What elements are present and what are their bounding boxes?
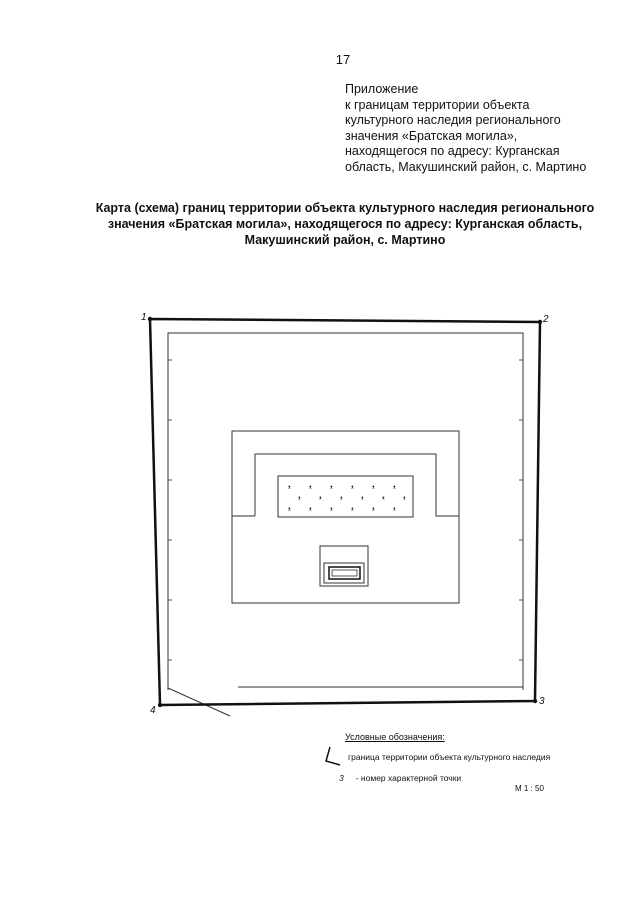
point-3-marker xyxy=(533,699,537,703)
diagonal-line xyxy=(168,688,230,716)
appendix-line: значения «Братская могила», xyxy=(345,128,518,143)
fence-line xyxy=(168,333,523,690)
title-line: значения «Братская могила», находящегося по адресу: Курганская область, xyxy=(107,217,583,231)
appendix-line: область, Макушинский район, с. Мартино xyxy=(345,159,587,174)
monument-plinth xyxy=(324,563,364,583)
boundary-legend-icon xyxy=(322,745,342,767)
map-scale: М 1 : 50 xyxy=(515,784,544,793)
svg-text:ᵜ: ᵜ xyxy=(288,506,291,514)
appendix-line: культурного наследия регионального xyxy=(345,113,561,127)
svg-text:ᵜ: ᵜ xyxy=(382,495,385,503)
point-3-label: 3 xyxy=(539,696,545,707)
svg-text:ᵜ: ᵜ xyxy=(403,495,406,503)
legend-boundary-label: граница территории объекта культурного наследия xyxy=(348,752,551,762)
appendix-line: Приложение xyxy=(345,82,419,96)
title-line: Карта (схема) границ территории объекта культурного наследия регионального xyxy=(95,201,595,215)
point-1-marker xyxy=(148,317,152,321)
appendix-line: к границам территории объекта xyxy=(345,97,530,112)
svg-text:ᵜ: ᵜ xyxy=(340,495,343,503)
svg-text:ᵜ: ᵜ xyxy=(372,484,375,492)
svg-text:ᵜ: ᵜ xyxy=(351,506,354,514)
monument-plaque xyxy=(332,570,357,576)
svg-text:ᵜ: ᵜ xyxy=(319,495,322,503)
svg-text:ᵜ: ᵜ xyxy=(298,495,301,503)
svg-text:ᵜ: ᵜ xyxy=(309,506,312,514)
svg-text:ᵜ: ᵜ xyxy=(288,484,291,492)
point-4-marker xyxy=(158,703,162,707)
title-line: Макушинский район, с. Мартино xyxy=(244,233,446,247)
svg-text:ᵜ: ᵜ xyxy=(393,506,396,514)
svg-text:ᵜ: ᵜ xyxy=(351,484,354,492)
svg-text:ᵜ: ᵜ xyxy=(330,506,333,514)
monument-stele xyxy=(329,567,360,579)
point-2-marker xyxy=(538,320,542,324)
legend-title: Условные обозначения: xyxy=(345,732,445,742)
page-number: 17 xyxy=(335,52,351,67)
legend-point-item xyxy=(339,773,461,783)
monument-base xyxy=(320,546,368,586)
svg-text:ᵜ: ᵜ xyxy=(393,484,396,492)
legend-point-number: 3 xyxy=(339,773,344,783)
legend-point-label: - номер характерной точки xyxy=(355,773,462,783)
point-2-label: 2 xyxy=(543,314,549,325)
tick-marks xyxy=(168,360,523,660)
territory-boundary xyxy=(150,319,540,705)
svg-text:ᵜ: ᵜ xyxy=(361,495,364,503)
svg-text:ᵜ: ᵜ xyxy=(330,484,333,492)
flower-bed-plants xyxy=(288,484,406,514)
inner-enclosure xyxy=(255,454,459,516)
svg-text:ᵜ: ᵜ xyxy=(309,484,312,492)
appendix-line: находящегося по адресу: Курганская xyxy=(345,144,560,158)
point-4-label: 4 xyxy=(150,705,156,716)
point-1-label: 1 xyxy=(141,312,147,323)
svg-text:ᵜ: ᵜ xyxy=(372,506,375,514)
